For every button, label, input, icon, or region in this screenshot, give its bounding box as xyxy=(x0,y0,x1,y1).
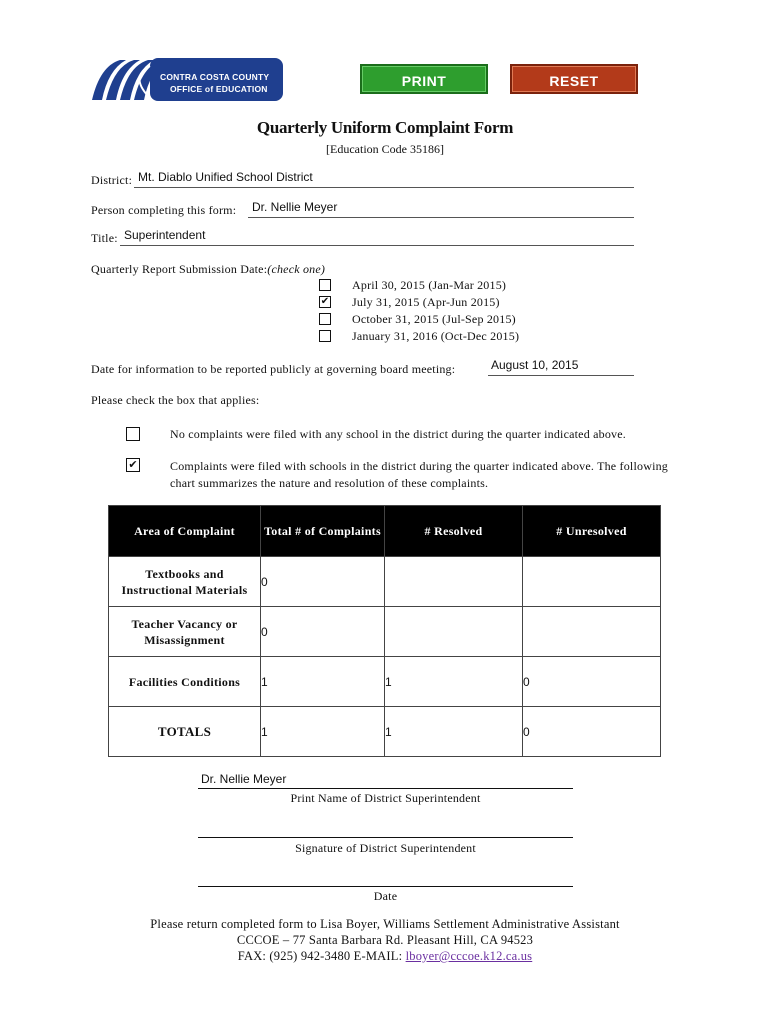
district-label: District: xyxy=(91,173,133,187)
signature-caption: Signature of District Superintendent xyxy=(295,841,476,855)
footer-contact-line xyxy=(0,949,770,964)
table-row xyxy=(109,557,661,607)
option-jan-checkbox[interactable] xyxy=(319,330,331,342)
row-unresolved[interactable] xyxy=(523,607,661,657)
option-jan-label: January 31, 2016 (Oct-Dec 2015) xyxy=(352,329,520,343)
email-link[interactable]: lboyer@cccoe.k12.ca.us xyxy=(405,949,533,963)
form-title: Quarterly Uniform Complaint Form xyxy=(256,118,514,137)
totals-total[interactable]: 1 xyxy=(261,707,385,757)
table-totals-row xyxy=(109,707,661,757)
title-label: Title: xyxy=(91,231,118,245)
option-oct-checkbox[interactable] xyxy=(319,313,331,325)
row-area: Teacher Vacancy or Misassignment xyxy=(109,607,261,657)
meeting-date-field[interactable] xyxy=(488,358,634,376)
row-resolved[interactable] xyxy=(385,557,523,607)
name-caption: Print Name of District Superintendent xyxy=(290,791,481,805)
row-area: Textbooks and Instructional Materials xyxy=(109,557,261,607)
complaints-filed-label: Complaints were filed with schools in the district during the quarter indicated above. The following chart summarizes the nature and resolution of these complaints. xyxy=(170,459,669,490)
option-oct-label: October 31, 2015 (Jul-Sep 2015) xyxy=(352,312,516,326)
person-label: Person completing this form: xyxy=(91,203,237,217)
cccoe-logo xyxy=(90,56,285,103)
date-field[interactable] xyxy=(198,869,573,887)
person-value: Dr. Nellie Meyer xyxy=(252,200,338,214)
district-value: Mt. Diablo Unified School District xyxy=(138,170,313,184)
header-total: Total # of Complaints xyxy=(261,506,385,557)
footer-return-line: Please return completed form to Lisa Boyer, Williams Settlement Administrative Assistant xyxy=(150,917,620,931)
logo-line1: CONTRA COSTA COUNTY xyxy=(160,72,270,82)
no-complaints-checkbox[interactable] xyxy=(126,427,140,441)
row-total[interactable]: 0 xyxy=(261,557,385,607)
meeting-date-value: August 10, 2015 xyxy=(491,358,579,372)
row-unresolved[interactable]: 0 xyxy=(523,657,661,707)
signature-field[interactable] xyxy=(198,820,573,838)
title-field[interactable] xyxy=(120,228,634,246)
form-subtitle: [Education Code 35186] xyxy=(326,142,444,156)
print-button[interactable]: PRINT xyxy=(360,64,488,94)
superintendent-name-value: Dr. Nellie Meyer xyxy=(201,772,287,786)
reset-button[interactable]: RESET xyxy=(510,64,638,94)
row-resolved[interactable]: 1 xyxy=(385,657,523,707)
footer-address-line: CCCOE – 77 Santa Barbara Rd. Pleasant Hill, CA 94523 xyxy=(236,933,534,947)
row-unresolved[interactable] xyxy=(523,557,661,607)
footer-fax: FAX: (925) 942-3480 E-MAIL: xyxy=(237,949,403,963)
meeting-label: Date for information to be reported publicly at governing board meeting: xyxy=(91,362,456,376)
header-unresolved: # Unresolved xyxy=(523,506,661,557)
row-area: Facilities Conditions xyxy=(109,657,261,707)
complaints-table xyxy=(108,505,661,757)
header-resolved: # Resolved xyxy=(385,506,523,557)
option-jul-checkbox[interactable]: ✔ xyxy=(320,296,330,307)
superintendent-name-field[interactable] xyxy=(198,770,573,789)
table-header-row xyxy=(109,506,661,557)
row-total[interactable]: 0 xyxy=(261,607,385,657)
option-apr-checkbox[interactable] xyxy=(319,279,331,291)
table-row xyxy=(109,657,661,707)
title-value: Superintendent xyxy=(124,228,206,242)
totals-unresolved[interactable]: 0 xyxy=(523,707,661,757)
option-jul-label: July 31, 2015 (Apr-Jun 2015) xyxy=(352,295,500,309)
submission-label: Quarterly Report Submission Date:(check one) xyxy=(91,262,326,276)
district-field[interactable] xyxy=(134,170,634,188)
date-caption: Date xyxy=(373,889,398,903)
no-complaints-label: No complaints were filed with any school in the district during the quarter indicated above. xyxy=(170,427,626,441)
check-prompt: Please check the box that applies: xyxy=(91,393,260,407)
logo-line2: OFFICE of EDUCATION xyxy=(170,84,268,94)
option-apr-label: April 30, 2015 (Jan-Mar 2015) xyxy=(352,278,507,292)
header-area: Area of Complaint xyxy=(109,506,261,557)
row-resolved[interactable] xyxy=(385,607,523,657)
totals-resolved[interactable]: 1 xyxy=(385,707,523,757)
table-row xyxy=(109,607,661,657)
complaints-filed-checkbox[interactable]: ✔ xyxy=(126,458,140,472)
totals-label: TOTALS xyxy=(109,707,261,757)
person-field[interactable] xyxy=(248,200,634,218)
row-total[interactable]: 1 xyxy=(261,657,385,707)
submission-hint: (check one) xyxy=(267,262,326,276)
